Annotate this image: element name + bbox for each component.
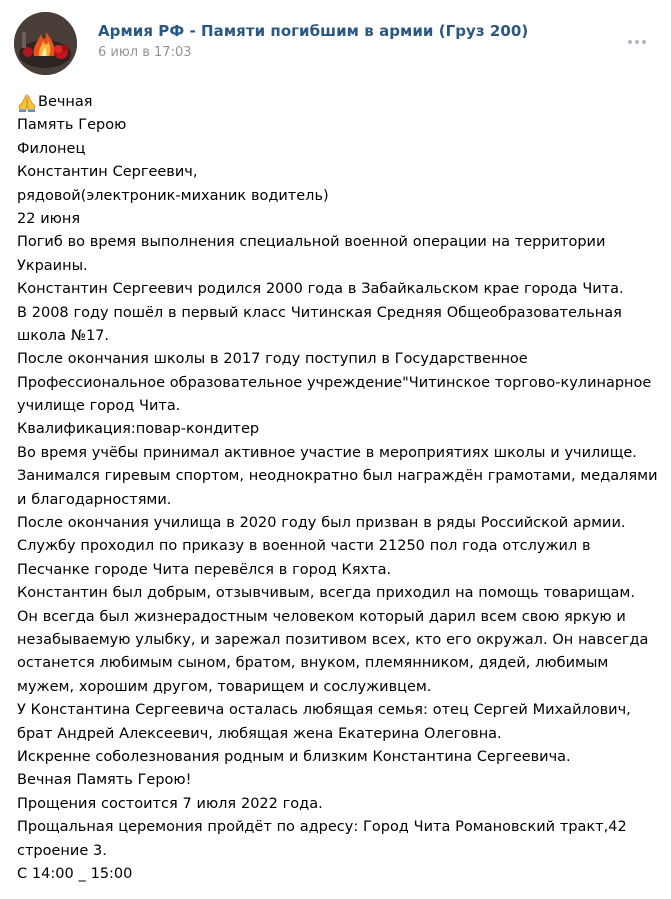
post-text-line: Украины. <box>17 257 88 274</box>
post-text-line: Вечная Память Герою! <box>17 772 192 789</box>
post-text-line: Искренне соболезнования родным и близким Константина Сергеевича. <box>17 748 571 765</box>
post-text-line: незабываемую улыбку, и зарежал позитивом всех, кто его окружал. Он навсегда <box>17 631 649 648</box>
post-text-line: Он всегда был жизнерадостным человеком который дарил всем свою яркую и <box>17 608 626 625</box>
post-text-line: брат Андрей Алексеевич, любящая жена Екатерина Олеговна. <box>17 725 502 742</box>
post-text-line: 22 июня <box>17 210 81 227</box>
post-text-line: училище город Чита. <box>17 398 181 415</box>
post-text-line: Во время учёбы принимал активное участие в мероприятиях школы и училище. <box>17 444 637 461</box>
more-options-icon[interactable] <box>624 34 650 50</box>
post-text-line: Константин Сергеевич родился 2000 года в Забайкальском крае города Чита. <box>17 281 624 298</box>
post-text-line: Филонец <box>17 140 86 157</box>
post-text-line: В 2008 году пошёл в первый класс Читинская Средняя Общеобразовательная <box>17 304 622 321</box>
post-text-line: Прощения состоится 7 июля 2022 года. <box>17 795 323 812</box>
post-text-line <box>17 91 657 114</box>
post-text-line: мужем, хорошим другом, товарищем и сослуживцем. <box>17 678 432 695</box>
post-text-line: останется любимым сыном, братом, внуком, племянником, дядей, любимым <box>17 655 609 672</box>
post-text-line: Квалификация:повар-кондитер <box>17 421 260 438</box>
group-name-link[interactable]: Армия РФ - Памяти погибшим в армии (Груз 200) <box>98 22 529 40</box>
post-text-line: школа №17. <box>17 327 110 344</box>
post-text-line: Профессиональное образовательное учреждение"Читинское торгово-кулинарное <box>17 374 652 391</box>
post-text-line: Константин был добрым, отзывчивым, всегда приходил на помощь товарищам. <box>17 585 635 602</box>
group-avatar[interactable] <box>14 12 77 75</box>
post-text-line: и благодарностями. <box>17 491 172 508</box>
more-dot <box>642 40 646 44</box>
post-text-line: У Константина Сергеевича осталась любящая семья: отец Сергей Михайлович, <box>17 702 631 719</box>
post-text-line: После окончания училища в 2020 году был призван в ряды Российской армии. <box>17 515 626 532</box>
more-dot <box>628 40 632 44</box>
folded-hands-icon <box>17 94 37 112</box>
post-text-line: Константин Сергеевич, <box>17 164 198 181</box>
post-text-line: После окончания школы в 2017 году поступил в Государственное <box>17 351 528 368</box>
post-text-line: Прощальная церемония пройдёт по адресу: Город Чита Романовский тракт,42 <box>17 819 627 836</box>
post-header <box>0 0 671 82</box>
post-text-line: Службу проходил по приказу в военной части 21250 пол года отслужил в <box>17 538 591 555</box>
post-text-line: Память Герою <box>17 117 127 134</box>
post-text-line: рядовой(электроник-миханик водитель) <box>17 187 329 204</box>
more-dot <box>635 40 639 44</box>
post-text-line-content: Вечная <box>38 94 93 110</box>
post-text-line: С 14:00 _ 15:00 <box>17 865 133 882</box>
group-avatar-flame-icon <box>14 12 77 75</box>
post-date[interactable]: 6 июл в 17:03 <box>98 45 192 60</box>
post-text-line: строение 3. <box>17 842 107 859</box>
post-text-line: Песчанке городе Чита перевёлся в город Кяхта. <box>17 561 392 578</box>
post-text <box>17 91 657 886</box>
post-text-line: Занимался гиревым спортом, неоднократно был награждён грамотами, медалями <box>17 468 658 485</box>
post-text-line: Погиб во время выполнения специальной военной операции на территории <box>17 234 606 251</box>
